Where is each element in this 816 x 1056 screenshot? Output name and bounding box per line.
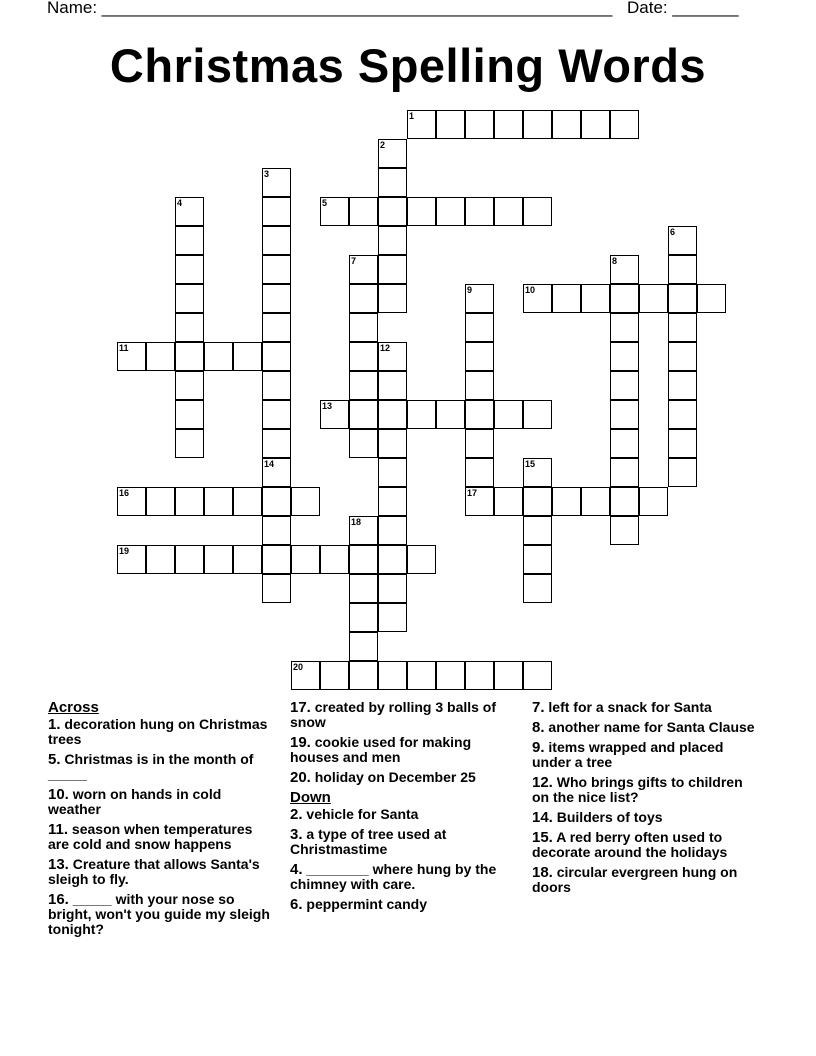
crossword-cell[interactable] (175, 226, 204, 255)
crossword-cell[interactable] (262, 574, 291, 603)
clue-number: 1. (48, 716, 61, 733)
crossword-cell[interactable] (262, 342, 291, 371)
crossword-cell[interactable] (465, 458, 494, 487)
crossword-cell[interactable] (523, 574, 552, 603)
crossword-cell[interactable] (668, 429, 697, 458)
clue-text: peppermint candy (306, 896, 427, 912)
crossword-cell[interactable] (639, 487, 668, 516)
crossword-cell[interactable] (610, 284, 639, 313)
clue-item (532, 775, 762, 805)
name-line[interactable]: Name: ______________________________________________________ (47, 0, 613, 17)
crossword-cell[interactable] (175, 429, 204, 458)
crossword-cell[interactable] (494, 197, 523, 226)
crossword-cell[interactable] (436, 197, 465, 226)
crossword-cell[interactable] (349, 197, 378, 226)
crossword-cell[interactable] (494, 400, 523, 429)
crossword-cell[interactable] (262, 400, 291, 429)
clue-number-label: 12 (380, 343, 391, 353)
crossword-cell[interactable] (204, 342, 233, 371)
clue-number-label: 9 (467, 285, 473, 295)
crossword-cell[interactable] (262, 371, 291, 400)
clue-number: 6. (290, 896, 303, 913)
clues-column-1 (48, 700, 272, 942)
crossword-cell[interactable] (552, 487, 581, 516)
clue-item (48, 892, 272, 937)
clues-column-2 (290, 700, 520, 917)
crossword-cell[interactable] (233, 487, 262, 516)
clue-text: decoration hung on Christmas trees (48, 716, 268, 747)
crossword-cell[interactable] (523, 545, 552, 574)
crossword-cell[interactable] (465, 197, 494, 226)
clue-number-label: 1 (409, 111, 415, 121)
crossword-cell[interactable] (668, 255, 697, 284)
clue-item (290, 827, 520, 857)
clue-text: cookie used for making houses and men (290, 734, 472, 765)
crossword-cell[interactable] (175, 284, 204, 313)
clue-text: Builders of toys (556, 809, 663, 825)
clue-number-label: 14 (264, 459, 275, 469)
clue-text: Who brings gifts to children on the nice list? (532, 774, 743, 805)
clue-item (532, 740, 762, 770)
crossword-cell[interactable] (378, 400, 407, 429)
clue-number-label: 18 (351, 517, 362, 527)
clue-number-label: 6 (670, 227, 676, 237)
clue-number: 4. (290, 861, 303, 878)
clue-heading-across: Across (48, 699, 99, 716)
crossword-cell[interactable] (581, 487, 610, 516)
crossword-cell[interactable] (610, 487, 639, 516)
clue-text: another name for Santa Clause (548, 719, 755, 735)
crossword-cell[interactable] (494, 487, 523, 516)
crossword-cell[interactable] (175, 371, 204, 400)
crossword-cell[interactable] (349, 313, 378, 342)
crossword-cell[interactable] (523, 516, 552, 545)
crossword-cell[interactable] (378, 284, 407, 313)
crossword-cell[interactable] (552, 110, 581, 139)
clue-text: created by rolling 3 balls of snow (290, 699, 497, 730)
clue-item (48, 822, 272, 852)
clue-text: a type of tree used at Christmastime (290, 826, 447, 857)
crossword-cell[interactable] (146, 545, 175, 574)
clue-number-label: 5 (322, 198, 328, 208)
crossword-cell[interactable] (436, 110, 465, 139)
crossword-cell[interactable] (262, 545, 291, 574)
crossword-cell[interactable] (349, 284, 378, 313)
crossword-cell[interactable] (349, 342, 378, 371)
crossword-cell[interactable] (378, 661, 407, 690)
crossword-cell[interactable] (523, 197, 552, 226)
clue-text: circular evergreen hung on doors (532, 864, 738, 895)
clue-number: 17. (290, 699, 311, 716)
crossword-cell[interactable] (378, 168, 407, 197)
clue-text: ________ where hung by the chimney with care. (290, 861, 497, 892)
crossword-cell[interactable] (523, 110, 552, 139)
crossword-cell[interactable] (378, 197, 407, 226)
clue-text: holiday on December 25 (314, 769, 476, 785)
crossword-cell[interactable] (465, 429, 494, 458)
crossword-cell[interactable] (378, 255, 407, 284)
clue-number: 20. (290, 769, 311, 786)
crossword-cell[interactable] (465, 110, 494, 139)
page-title: Christmas Spelling Words (109, 39, 707, 92)
clue-text: left for a snack for Santa (548, 699, 712, 715)
crossword-cell[interactable] (465, 313, 494, 342)
crossword-cell[interactable] (436, 661, 465, 690)
clue-number: 3. (290, 826, 303, 843)
crossword-cell[interactable] (668, 284, 697, 313)
clue-number-label: 8 (612, 256, 618, 266)
clue-number: 14. (532, 809, 553, 826)
clue-item (532, 810, 762, 825)
clue-number: 19. (290, 734, 311, 751)
clue-item (290, 897, 520, 912)
crossword-cell[interactable] (668, 342, 697, 371)
crossword-cell[interactable] (175, 342, 204, 371)
crossword-cell[interactable] (349, 603, 378, 632)
clue-number: 15. (532, 829, 553, 846)
clue-text: items wrapped and placed under a tree (532, 739, 724, 770)
crossword-cell[interactable] (175, 545, 204, 574)
crossword-cell[interactable] (320, 661, 349, 690)
clue-item (48, 717, 272, 747)
crossword-cell[interactable] (349, 545, 378, 574)
crossword-cell[interactable] (610, 342, 639, 371)
crossword-cell[interactable] (465, 342, 494, 371)
crossword-cell[interactable] (262, 516, 291, 545)
clue-text: season when temperatures are cold and snow happens (48, 821, 253, 852)
crossword-cell[interactable] (262, 284, 291, 313)
crossword-cell[interactable] (175, 487, 204, 516)
crossword-cell[interactable] (320, 545, 349, 574)
crossword-cell[interactable] (407, 661, 436, 690)
clue-item (532, 720, 762, 735)
crossword-cell[interactable] (175, 400, 204, 429)
crossword-cell[interactable] (146, 487, 175, 516)
crossword-cell[interactable] (204, 545, 233, 574)
crossword-cell[interactable] (523, 487, 552, 516)
clue-number: 10. (48, 786, 69, 803)
clue-item (290, 770, 520, 785)
clue-item (532, 865, 762, 895)
clue-number: 7. (532, 699, 545, 716)
crossword-cell[interactable] (610, 371, 639, 400)
crossword-cell[interactable] (581, 110, 610, 139)
crossword-cell[interactable] (349, 661, 378, 690)
crossword-cell[interactable] (407, 545, 436, 574)
clues-column-3 (532, 700, 762, 900)
clue-number: 16. (48, 891, 69, 908)
clue-number-label: 7 (351, 256, 357, 266)
clue-item (290, 807, 520, 822)
crossword-cell[interactable] (581, 284, 610, 313)
crossword-cell[interactable] (378, 458, 407, 487)
crossword-cell[interactable] (349, 400, 378, 429)
crossword-cell[interactable] (349, 371, 378, 400)
crossword-cell[interactable] (378, 371, 407, 400)
clue-number-label: 11 (119, 343, 129, 353)
crossword-cell[interactable] (349, 429, 378, 458)
clue-item (532, 830, 762, 860)
crossword-cell[interactable] (668, 371, 697, 400)
crossword-cell[interactable] (465, 400, 494, 429)
clue-text: Christmas is in the month of _____ (48, 751, 254, 782)
clue-number-label: 13 (322, 401, 333, 411)
crossword-cell[interactable] (349, 574, 378, 603)
crossword-cell[interactable] (610, 400, 639, 429)
crossword-cell[interactable] (378, 226, 407, 255)
crossword-cell[interactable] (436, 400, 465, 429)
crossword-cell[interactable] (262, 226, 291, 255)
clue-number: 11. (48, 821, 69, 838)
crossword-cell[interactable] (494, 661, 523, 690)
clue-text: A red berry often used to decorate around the holidays (532, 829, 728, 860)
crossword-cell[interactable] (291, 487, 320, 516)
clue-item (290, 700, 520, 730)
clue-number-label: 20 (293, 662, 304, 672)
clue-item (48, 857, 272, 887)
clue-number-label: 15 (525, 459, 536, 469)
crossword-cell[interactable] (262, 197, 291, 226)
clue-text: Creature that allows Santa's sleigh to fly. (48, 856, 260, 887)
clue-text: vehicle for Santa (306, 806, 419, 822)
clue-number-label: 16 (119, 488, 130, 498)
crossword-cell[interactable] (349, 632, 378, 661)
crossword-cell[interactable] (262, 429, 291, 458)
crossword-cell[interactable] (407, 197, 436, 226)
clue-text: _____ with your nose so bright, won't you guide my sleigh tonight? (48, 891, 270, 937)
clue-number-label: 17 (467, 488, 478, 498)
clue-item (48, 752, 272, 782)
clue-item (532, 700, 762, 715)
crossword-cell[interactable] (668, 400, 697, 429)
crossword-cell[interactable] (291, 545, 320, 574)
crossword-cell[interactable] (262, 487, 291, 516)
crossword-cell[interactable] (523, 400, 552, 429)
crossword-cell[interactable] (378, 429, 407, 458)
crossword-cell[interactable] (610, 313, 639, 342)
clue-item (290, 862, 520, 892)
crossword-cell[interactable] (378, 516, 407, 545)
crossword-cell[interactable] (146, 342, 175, 371)
clue-number: 18. (532, 864, 553, 881)
crossword-cell[interactable] (378, 603, 407, 632)
crossword-cell[interactable] (668, 458, 697, 487)
date-line[interactable]: Date: _______ (627, 0, 739, 17)
clue-number-label: 10 (525, 285, 536, 295)
crossword-cell[interactable] (610, 429, 639, 458)
crossword-cell[interactable] (639, 284, 668, 313)
clue-number: 9. (532, 739, 545, 756)
crossword-cell[interactable] (610, 458, 639, 487)
clue-number: 13. (48, 856, 69, 873)
crossword-cell[interactable] (262, 313, 291, 342)
clue-item (48, 787, 272, 817)
crossword-cell[interactable] (378, 545, 407, 574)
clue-item (290, 735, 520, 765)
crossword-cell[interactable] (494, 110, 523, 139)
crossword-cell[interactable] (262, 255, 291, 284)
crossword-cell[interactable] (233, 545, 262, 574)
clue-number: 5. (48, 751, 61, 768)
clue-number-label: 2 (380, 140, 386, 150)
crossword-cell[interactable] (697, 284, 726, 313)
crossword-cell[interactable] (378, 487, 407, 516)
clue-number-label: 3 (264, 169, 270, 179)
clue-number: 2. (290, 806, 303, 823)
crossword-cell[interactable] (668, 313, 697, 342)
crossword-cell[interactable] (552, 284, 581, 313)
crossword-cell[interactable] (465, 661, 494, 690)
clue-heading-down: Down (290, 789, 331, 806)
clue-number-label: 4 (177, 198, 183, 208)
clue-text: worn on hands in cold weather (48, 786, 222, 817)
crossword-cell[interactable] (407, 400, 436, 429)
crossword-cell[interactable] (233, 342, 262, 371)
crossword-cell[interactable] (378, 574, 407, 603)
clue-number: 12. (532, 774, 553, 791)
clue-number-label: 19 (119, 546, 130, 556)
crossword-cell[interactable] (523, 661, 552, 690)
crossword-cell[interactable] (175, 255, 204, 284)
crossword-cell[interactable] (610, 110, 639, 139)
clue-number: 8. (532, 719, 545, 736)
crossword-cell[interactable] (465, 371, 494, 400)
crossword-cell[interactable] (175, 313, 204, 342)
crossword-cell[interactable] (610, 516, 639, 545)
crossword-cell[interactable] (204, 487, 233, 516)
